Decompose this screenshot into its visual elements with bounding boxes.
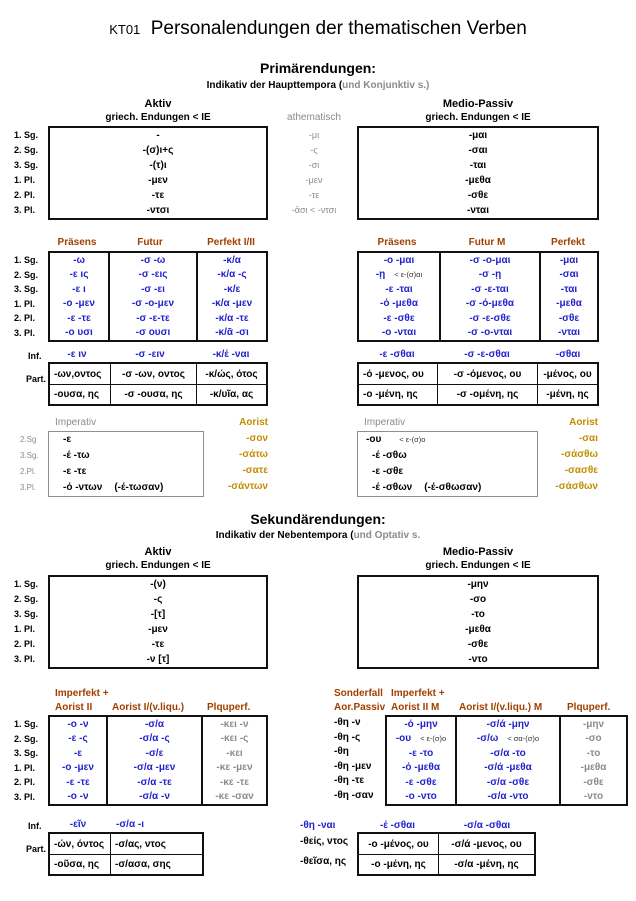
secondary-mp-endings-table [357, 575, 599, 669]
person-label: 1. Sg. [14, 130, 39, 140]
table-cell: -ο -μαι [383, 254, 415, 266]
table-cell: -ε [73, 747, 83, 759]
mp-aorist-imperative-column [530, 431, 598, 495]
table-cell: -ο -μένη, ης [359, 854, 438, 874]
table-cell: -σ -ε-σθε [439, 311, 539, 326]
aorist-header-active: Aorist [239, 417, 268, 428]
secondary-subheading [0, 530, 636, 541]
table-cell: -(σ)ι+ς [142, 145, 174, 156]
table-cell: -ε ις [69, 269, 89, 281]
table-cell: -ε [63, 434, 72, 445]
secondary-mp-participle-table [357, 832, 536, 876]
table-cell: -μεν [148, 175, 168, 186]
table-cell: -κει -ν [201, 717, 266, 732]
table-cell: -ε ι [72, 283, 86, 295]
primary-subheading-bold: Indikativ der Haupttempora ( [206, 80, 343, 91]
table-cell: -ό -μην [404, 718, 438, 730]
person-label: 3. Sg. [14, 748, 39, 758]
tense-header: Aorist I/(v.liqu.) M [459, 702, 543, 713]
table-cell: - [156, 130, 160, 141]
primary-mp-tense-table [357, 251, 599, 342]
table-cell: -σάντων [227, 481, 268, 492]
table-cell: -ε -σθε [383, 312, 415, 324]
table-cell: -κε -τε [201, 775, 266, 790]
table-cell: -σ/α -μένη, ης [438, 854, 534, 874]
table-cell: -σ -ε-ται [439, 282, 539, 297]
primary-active-endings-table [48, 126, 268, 220]
person-label: 3. Sg. [14, 284, 39, 294]
table-cell: -ται [539, 282, 597, 297]
imperative-person-labels [20, 432, 39, 496]
infinitive-cell: -σ/α -ι [116, 819, 144, 830]
person-label: 2. Pl. [14, 777, 36, 787]
table-cell: -θη -ν [334, 717, 361, 728]
primary-subheading [0, 80, 636, 91]
table-cell: -ντσι [146, 205, 170, 216]
table-cell: -ουσα, ης [50, 384, 110, 404]
sonderfall-header: Sonderfall [334, 688, 383, 699]
table-cell: -ε -σθε [405, 776, 437, 788]
table-cell: -σ ουσι [108, 326, 196, 341]
person-label: 3. Sg. [14, 160, 39, 170]
table-cell: -ε -τε [63, 466, 87, 477]
table-cell: -σαι [539, 268, 597, 283]
primary-mp-endings-table [357, 126, 599, 220]
table-cell: -μένος, ου [537, 364, 597, 384]
table-cell: -ων,οντος [54, 368, 102, 380]
person-label: 2. Pl. [14, 639, 36, 649]
table-cell: -ο -μεν [62, 762, 94, 774]
person-label: 1. Sg. [14, 255, 39, 265]
table-cell: -μι [308, 130, 320, 140]
person-label: 2. Sg. [14, 269, 39, 280]
table-cell: -κ/α [196, 253, 266, 268]
table-cell: -ε -τε [66, 776, 90, 788]
table-cell: -κει [201, 746, 266, 761]
table-cell: -ν [τ] [146, 654, 170, 665]
table-cell: -σ -ουσα, ης [110, 384, 196, 404]
tense-header: Futur [137, 237, 163, 248]
table-cell: -σθε [467, 639, 489, 650]
table-cell: -σ/α [106, 717, 201, 732]
person-label: 2. Sg. [14, 733, 39, 744]
person-label: 3. Pl. [14, 327, 36, 338]
person-label: 1. Pl. [14, 175, 36, 185]
person-label: 3.Sg. [20, 451, 39, 460]
table-cell: -μεν [305, 175, 323, 185]
derivation-note: < σα-(σ)ο [507, 734, 540, 744]
table-cell: -ε -σθε [372, 466, 404, 477]
person-label: 2. Sg. [14, 594, 39, 604]
secondary-active-header: Aktiv [144, 546, 172, 558]
table-cell: -μεθα [559, 761, 626, 776]
person-labels-primary-tenses [14, 253, 38, 340]
table-cell: -ό -μενος, ου [363, 368, 424, 380]
table-cell: -κε -σαν [201, 790, 266, 805]
table-cell: -ς [153, 594, 163, 605]
table-cell: -μαι [468, 130, 488, 141]
table-cell: -ε -ται [385, 283, 413, 295]
table-cell: -μεθα [539, 297, 597, 312]
secondary-active-infinitive-row [48, 819, 204, 830]
table-cell: -κ/α -μεν [196, 297, 266, 312]
page-title [0, 18, 636, 40]
table-cell: -ό -μεθα [380, 298, 418, 310]
primary-active-infinitive-row [48, 349, 268, 360]
aor-passiv-header: Aor.Passiv [334, 702, 386, 713]
table-cell: -σάτω [239, 449, 268, 460]
primary-mp-header: Medio-Passiv [442, 98, 514, 110]
table-cell: -ου < ε-(σ)ο [366, 434, 426, 445]
table-cell: -σ/α -ντο [455, 790, 559, 805]
table-cell: -ε -ς [68, 733, 88, 745]
infinitive-cell: -σ -ειν [135, 349, 165, 360]
table-cell: -οῦσα, ης [50, 854, 110, 874]
person-label: 1. Sg. [14, 719, 39, 729]
primary-mp-participle-table [357, 362, 599, 406]
table-cell: -σ -ο-μαι [439, 253, 539, 268]
table-cell: -κε -μεν [201, 761, 266, 776]
primary-mp-subheader: griech. Endungen < IE [425, 112, 531, 123]
table-cell: -ών, όντος [54, 838, 105, 850]
derivation-note: < ε-(σ)ο [399, 435, 426, 444]
table-cell: -σ/α -μεν [106, 761, 201, 776]
person-labels-primary [14, 128, 38, 218]
table-cell: -τε [151, 639, 165, 650]
primary-heading: Primärendungen: [260, 60, 376, 76]
aorist-header-mp: Aorist [569, 417, 598, 428]
table-cell: -ό -ντων (-έ-τωσαν) [63, 482, 164, 493]
table-cell: -σ/α -το [455, 746, 559, 761]
table-cell: -σ/ας, ντος [110, 834, 202, 854]
primary-active-tense-table [48, 251, 268, 342]
table-cell: -σο [469, 594, 487, 605]
table-cell: -σαι [578, 433, 598, 444]
table-cell: -σ/α -ν [106, 790, 201, 805]
table-cell: -σ -ο-νται [439, 326, 539, 341]
secondary-active-participle-table [48, 832, 204, 876]
secondary-heading: Sekundärendungen: [250, 511, 386, 527]
primary-mp-tense-headers [357, 237, 599, 248]
table-cell: -σατε [242, 465, 268, 476]
table-cell: -τε [308, 190, 320, 200]
person-label: 2.Pl. [20, 467, 37, 476]
inf-label-secondary: Inf. [28, 821, 42, 831]
table-cell: -σ/ε [106, 746, 201, 761]
variant-note: (-έ-τωσαν) [114, 482, 164, 493]
imperative-header-mp: Imperativ [364, 417, 406, 428]
table-cell: -ᾱσι < -ντσι [291, 205, 337, 215]
secondary-subheading-bold: Indikativ der Nebentempora ( [215, 530, 354, 541]
derivation-note: < ε-(σ)ο [420, 734, 447, 744]
table-cell: -μεθα [465, 624, 491, 635]
table-cell: -ε -το [408, 747, 434, 759]
secondary-mp-header: Medio-Passiv [442, 546, 514, 558]
table-cell: -ε -τε [67, 312, 91, 324]
tense-header: Aorist I/(v.liqu.) [112, 702, 185, 713]
tense-header: Aorist II [55, 702, 93, 713]
table-cell: -σ/α -τε [106, 775, 201, 790]
table-cell: -κει -ς [201, 732, 266, 747]
part-label-secondary: Part. [26, 844, 47, 854]
table-cell: -σ -ό-μεθα [439, 297, 539, 312]
table-cell: -θείς, ντος [300, 836, 349, 847]
mp-imperative-table [357, 431, 538, 497]
table-cell: -κ/ᾱ -σι [196, 326, 266, 341]
tense-header: Perfekt I/II [207, 237, 255, 248]
table-cell: -ω [73, 254, 85, 266]
secondary-active-tense-headers [48, 702, 268, 713]
infinitive-cell: -σ -ε-σθαι [464, 349, 510, 360]
primary-active-subheader: griech. Endungen < IE [105, 112, 211, 123]
table-cell: -σθε [467, 190, 489, 201]
table-cell: -σ -ε-τε [108, 311, 196, 326]
table-cell: -κ/α -τε [196, 311, 266, 326]
person-label: 1. Pl. [14, 624, 36, 634]
table-cell: -κ/ε [196, 282, 266, 297]
table-cell: -το [559, 746, 626, 761]
table-cell: -θη [334, 746, 349, 757]
tense-header: Plquperf. [567, 702, 611, 713]
table-cell: -κ/α -ς [196, 268, 266, 283]
primary-subheading-gray: und Konjunktiv s.) [342, 80, 430, 91]
table-cell: -σ/ά -μην [455, 717, 559, 732]
person-label: 1. Sg. [14, 579, 39, 589]
active-imperative-table [48, 431, 204, 497]
tense-header: Futur M [468, 237, 506, 248]
secondary-mp-infinitive-2: -σ/α -σθαι [463, 820, 511, 831]
person-label: 3. Pl. [14, 654, 36, 664]
table-cell: -σ -ω [108, 253, 196, 268]
table-cell: -ται [469, 160, 487, 171]
table-cell: -θη -τε [334, 775, 365, 786]
primary-active-tense-headers [48, 237, 268, 248]
table-cell: -σον [246, 433, 268, 444]
table-cell: -σάσθων [555, 481, 598, 492]
table-cell: -τε [151, 190, 165, 201]
person-label: 2. Sg. [14, 145, 39, 155]
table-cell: -σασθε [564, 465, 598, 476]
table-cell: -σ/ω < σα-(σ)ο [455, 732, 559, 747]
table-cell: -σ -ομένη, ης [437, 384, 537, 404]
person-label: 3. Sg. [14, 609, 39, 619]
table-cell: -νται [539, 326, 597, 341]
table-cell: -ό -μεθα [402, 762, 440, 774]
table-cell: -σθε [559, 775, 626, 790]
derivation-note: < ε-(σ)αι [394, 270, 423, 280]
infinitive-cell: -κ/έ -ναι [212, 349, 250, 360]
person-label: 2. Pl. [14, 313, 36, 323]
table-cell: -θη -μεν [334, 760, 372, 772]
table-cell: -θη -σαν [334, 789, 374, 801]
table-cell: -έ -τω [63, 450, 90, 461]
variant-note: (-έ-σθωσαν) [424, 482, 482, 493]
imperfekt-plus-header-mp: Imperfekt + [391, 688, 445, 699]
aor-passiv-participles [300, 832, 348, 872]
table-cell: -ο -ν [67, 718, 89, 730]
table-cell: -θη -ς [334, 731, 361, 743]
table-cell: -σ/ασα, σης [110, 854, 202, 874]
person-label: 3. Pl. [14, 205, 36, 215]
table-cell: -νται [466, 205, 489, 216]
table-cell: -σ -όμενος, ου [437, 364, 537, 384]
table-cell: -ο -ντο [405, 791, 437, 803]
table-cell: -σθε [539, 311, 597, 326]
table-cell: -(ν) [150, 579, 166, 590]
table-cell: -μην [559, 717, 626, 732]
sheet-title: Personalendungen der thematischen Verben [150, 18, 527, 39]
imperfekt-plus-header-active: Imperfekt + [55, 688, 109, 699]
tense-header: Perfekt [551, 237, 585, 248]
table-cell: -μεθα [465, 175, 491, 186]
secondary-mp-subheader: griech. Endungen < IE [425, 560, 531, 571]
table-cell: -ο -μένος, ου [368, 838, 429, 850]
table-cell: -σ/ά -μεθα [455, 761, 559, 776]
infinitive-cell: -εῖν [69, 819, 87, 830]
part-label: Part. [26, 374, 47, 384]
table-cell: -[τ] [150, 609, 166, 620]
primary-active-header: Aktiv [144, 98, 172, 110]
table-cell: -θεῖσα, ης [300, 856, 347, 867]
table-cell: -ου < ε-(σ)ο [395, 733, 447, 745]
table-cell: -μένη, ης [537, 384, 597, 404]
table-cell: -το [471, 609, 485, 620]
table-cell: -μεν [148, 624, 168, 635]
active-aorist-imperative-column [200, 431, 268, 495]
table-cell: -ντο [559, 790, 626, 805]
table-cell: -σ -ῃ [439, 268, 539, 283]
table-cell: -μαι [539, 253, 597, 268]
table-cell: -σ -ο-μεν [108, 297, 196, 312]
table-cell: -σ/α -σθε [455, 775, 559, 790]
tense-header: Präsens [57, 237, 97, 248]
person-label: 3. Pl. [14, 791, 36, 802]
person-label: 1. Pl. [14, 762, 36, 773]
table-cell: -ς [310, 145, 318, 155]
secondary-active-subheader: griech. Endungen < IE [105, 560, 211, 571]
aor-passiv-column [334, 716, 374, 803]
inf-label: Inf. [28, 351, 42, 361]
secondary-mp-tense-headers [385, 702, 628, 713]
athematisch-column [268, 128, 360, 218]
table-cell: -σι [308, 160, 320, 170]
table-cell: -ῃ < ε-(σ)αι [375, 269, 423, 281]
secondary-mp-tense-table [385, 715, 628, 806]
table-cell: -σαι [468, 145, 488, 156]
primary-mp-infinitive-row [357, 349, 599, 360]
person-label: 2.Sg [20, 435, 37, 444]
tense-header: Plquperf. [207, 702, 251, 713]
table-cell: -σ -εις [108, 268, 196, 283]
person-label: 1. Pl. [14, 298, 36, 309]
table-cell: -ντο [468, 654, 488, 665]
secondary-active-tense-table [48, 715, 268, 806]
table-cell: -ο -νται [381, 327, 417, 339]
table-cell: -σο [559, 732, 626, 747]
tense-header: Aorist II M [391, 702, 440, 713]
table-cell: -κ/ώς, ότος [196, 364, 266, 384]
person-labels-secondary-tenses [14, 717, 38, 804]
table-cell: -ο -μένη, ης [359, 384, 437, 404]
sheet-code: KT01 [109, 22, 141, 37]
tense-header: Präsens [377, 237, 417, 248]
infinitive-cell: -σθαι [555, 349, 581, 360]
person-labels-secondary [14, 577, 38, 667]
table-cell: -έ -σθων (-έ-σθωσαν) [372, 482, 482, 493]
table-cell: -μην [467, 579, 489, 590]
infinitive-cell: -ε ιν [67, 349, 87, 360]
table-cell: -έ -σθω [372, 450, 407, 461]
secondary-mp-infinitive-1: -έ -σθαι [379, 820, 416, 831]
table-cell: -σ -ων, οντος [110, 364, 196, 384]
primary-active-participle-table [48, 362, 268, 406]
aor-passiv-infinitive: -θη -ναι [300, 820, 336, 831]
table-cell: -ο -ν [67, 791, 89, 803]
table-cell: -κ/υῖα, ας [196, 384, 266, 404]
table-cell: -σ/ά -μενος, ου [438, 834, 534, 854]
table-cell: -(τ)ι [149, 160, 167, 171]
table-cell: -ο υσι [65, 327, 93, 339]
table-cell: -σ -ει [108, 282, 196, 297]
infinitive-cell: -ε -σθαι [379, 349, 415, 360]
person-label: 3.Pl. [20, 483, 37, 492]
table-cell: -ο -μεν [63, 298, 95, 310]
secondary-active-endings-table [48, 575, 268, 669]
athematisch-header: athematisch [287, 112, 341, 123]
secondary-subheading-gray: und Optativ s. [353, 530, 421, 541]
imperative-header-active: Imperativ [55, 417, 97, 428]
person-label: 2. Pl. [14, 190, 36, 200]
table-cell: -σ/α -ς [106, 732, 201, 747]
table-cell: -σάσθω [560, 449, 598, 460]
